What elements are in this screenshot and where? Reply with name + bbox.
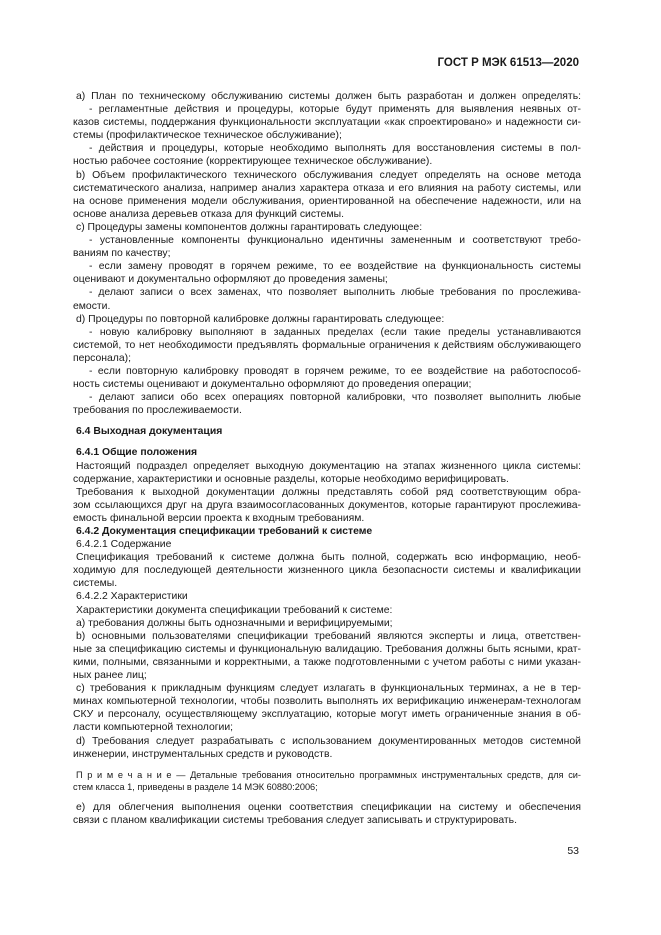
text-line: на основе применения модели обслуживания, ориентированной на обеспечение надежности, или на <box>73 195 581 207</box>
text-line: ностью рабочее состояние (корректирующее техническое обслуживание). <box>73 156 433 168</box>
text-line: - делают записи о всех заменах, что позволяет выполнить любые требования по прослежива- <box>89 287 581 299</box>
text-line: - регламентные действия и процедуры, которые будут применять для выявления неявных от- <box>89 104 581 116</box>
text-line: емость финальной версии проекта к входным требованиям. <box>73 512 365 524</box>
note-text-1: — Детальные требования относительно программных инструментальных средств, для си- <box>171 769 581 780</box>
text-line: d) Процедуры по повторной калибровке должны гарантировать следующее: <box>76 313 445 325</box>
text-line: содержание, характеристики и основные разделы, которые необходимо верифицировать. <box>73 473 509 485</box>
text-line: Требования к выходной документации должны представлять собой ряд соответствующим обра- <box>76 486 581 498</box>
note-line-2: стем класса 1, приведены в разделе 14 МЭК 60880:2006; <box>73 781 318 792</box>
text-line: - новую калибровку выполняют в заданных пределах (если такие пределы устанавливаются <box>89 326 581 338</box>
text-line: систематического анализа, например анализ характера отказа и его влияния на работу системы, или <box>73 182 581 194</box>
text-line: ласти компьютерной технологии; <box>73 722 234 734</box>
text-line: ваниям по качеству; <box>73 248 171 260</box>
text-line: системы. <box>73 578 118 590</box>
final-text <box>73 801 581 827</box>
text-line: a) План по техническому обслуживанию системы должен быть разработан и должен определять: <box>76 91 581 102</box>
text-line: 6.4.2.1 Содержание <box>76 539 172 551</box>
text-line: - делают записи обо всех операциях повторной калибровки, что позволяет выполнить любые <box>89 392 581 404</box>
text-line: e) для облегчения выполнения оценки соответствия спецификации на систему и обеспечения <box>76 801 581 813</box>
text-line: казов системы, поддержания функциональности эксплуатации «как спроектировано» и надежности си- <box>73 117 581 129</box>
text-line: 6.4.2 Документация спецификации требований к системе <box>76 526 373 537</box>
text-line: системой, то нет необходимости предъявлять формальные ограничения к действиям обслуживающего <box>73 339 581 351</box>
note-line-1 <box>73 769 581 781</box>
text-line: - если замену проводят в горячем режиме, то ее воздействие на функциональность системы <box>89 261 581 273</box>
text-line: c) требования к прикладным функциям следует излагать в функциональных терминах, а не в тер- <box>76 683 581 695</box>
text-line: Настоящий подраздел определяет выходную документацию на этапах жизненного цикла системы: <box>76 460 581 472</box>
standard-designation: ГОСТ Р МЭК 61513—2020 <box>437 57 579 69</box>
text-line: оценивают и документально оформляют до проведения замены; <box>73 274 388 286</box>
text-line: кими, полными, связанными и корректными, а также подготовленными с учетом работы с ними указан- <box>73 656 581 668</box>
spacer <box>73 793 581 801</box>
text-line: b) основными пользователями спецификации требований являются эксперты и лица, ответствен- <box>76 630 581 642</box>
text-line: СКУ и персоналу, осуществляющему эксплуатацию, которые могут иметь ограниченные знания в об- <box>73 709 581 721</box>
spacer <box>73 417 581 425</box>
text-line: d) Требования следует разрабатывать с использованием документированных методов системной <box>76 735 581 747</box>
text-line: - если повторную калибровку проводят в горячем режиме, то ее воздействие на работоспособ- <box>89 365 581 377</box>
text-line: инженерии, инструментальных средств и руководств. <box>73 748 333 760</box>
text-line: b) Объем профилактического технического обслуживания следует определять на основе метода <box>76 169 581 181</box>
note-label: П р и м е ч а н и е <box>76 769 172 780</box>
spacer <box>73 761 581 769</box>
text-line: персонала); <box>73 352 131 364</box>
text-line: ходимую для последующей деятельности жизненного цикла безопасности системы и квалификации <box>73 565 581 577</box>
text-line: основе анализа деревьев отказа для функций системы. <box>73 208 344 220</box>
text-line: ные за спецификацию системы и функциональную валидацию. Требования должны быть ясными, крат- <box>73 643 581 655</box>
text-line: ность системы оценивают и документально оформляют до проведения операции; <box>73 379 472 391</box>
text-line: минах компьютерной технологии, чтобы позволить выполнять их верификацию инженерам-технологам <box>73 696 581 708</box>
text-line: связи с планом квалификации системы требования следует записывать и структурировать. <box>73 814 517 826</box>
text-line: емости. <box>73 300 111 312</box>
text-line: - установленные компоненты функционально идентичны замененным и соответствуют требо- <box>89 235 581 247</box>
page-number: 53 <box>567 845 579 857</box>
spacer <box>73 438 581 446</box>
text-line: 6.4.2.2 Характеристики <box>76 591 188 603</box>
text-line: ных ранее лиц; <box>73 670 147 682</box>
text-line: 6.4.1 Общие положения <box>76 447 198 459</box>
text-line: c) Процедуры замены компонентов должны гарантировать следующее: <box>76 221 423 233</box>
text-line: требования по прослеживаемости. <box>73 405 242 417</box>
note-block <box>73 769 581 793</box>
text-line: Характеристики документа спецификации требований к системе: <box>76 604 393 616</box>
text-line: a) требования должны быть однозначными и верифицируемыми; <box>76 617 393 629</box>
page-body <box>73 90 581 827</box>
text-line: Спецификация требований к системе должна быть полной, содержать всю информацию, необ- <box>76 552 581 564</box>
text-line: зом ссылающихся друг на друга взаимосогласованных документов, которые гарантируют прослежива- <box>73 499 581 511</box>
text-line: 6.4 Выходная документация <box>76 426 223 438</box>
main-text <box>73 90 581 761</box>
text-line: стемы (профилактическое техническое обслуживание); <box>73 130 342 142</box>
text-line: - действия и процедуры, которые необходимо выполнять для восстановления системы в пол- <box>89 143 581 155</box>
